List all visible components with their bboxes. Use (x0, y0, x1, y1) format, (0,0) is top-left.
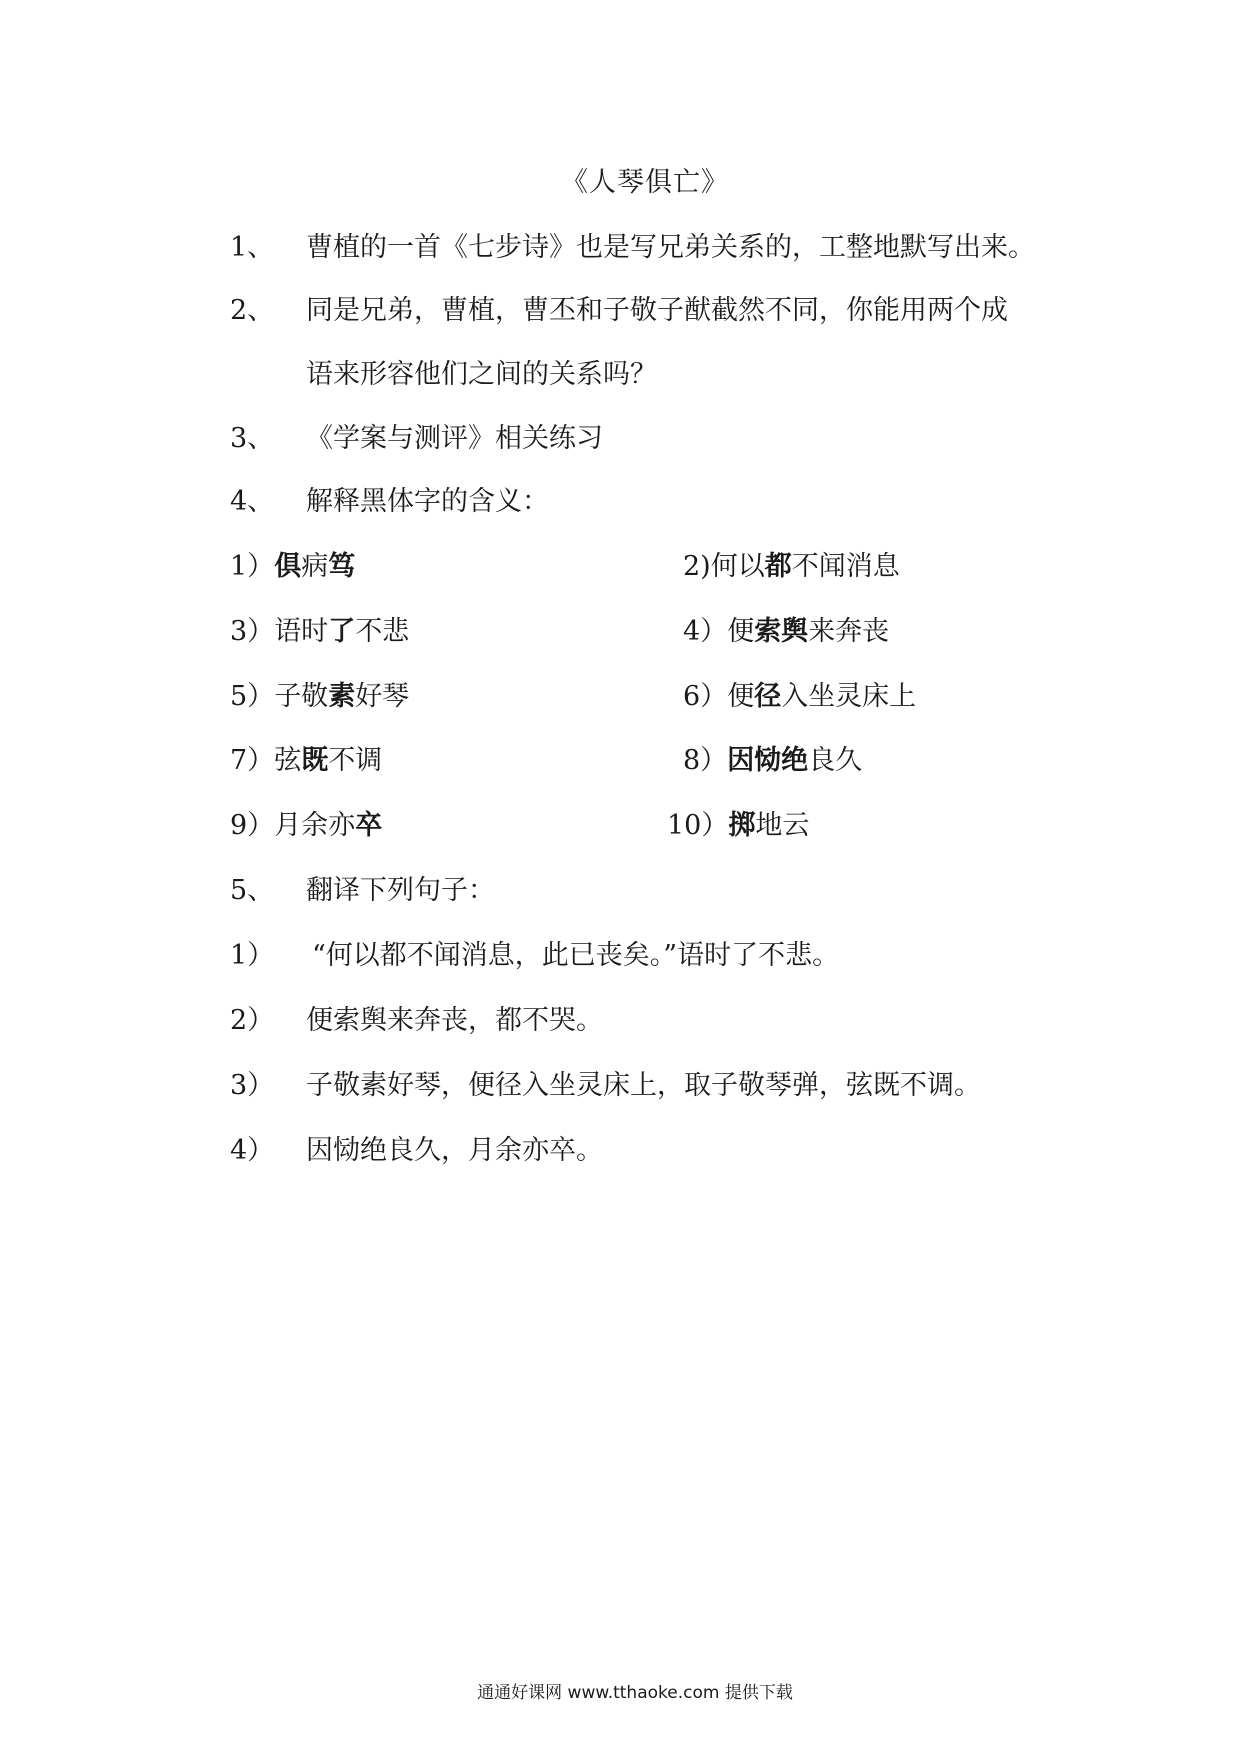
page-title: 《人琴俱亡》 (561, 167, 729, 198)
vocab-highlight: 既 (301, 745, 329, 776)
vocab-text: 好琴 (355, 681, 410, 712)
vocab-item-6 (683, 677, 916, 717)
vocab-highlight: 都 (764, 551, 792, 582)
question-text: 翻译下列句子： (306, 875, 495, 906)
question-text: 《学案与测评》相关练习 (306, 423, 603, 454)
question-number: 1、 (230, 232, 275, 263)
vocab-highlight: 俱 (274, 551, 302, 582)
translation-number: 2） (230, 1005, 275, 1036)
vocab-highlight: 因恸绝 (727, 745, 809, 776)
question-number: 4、 (230, 486, 275, 517)
vocab-text: 不闻消息 (791, 551, 900, 582)
vocab-text: 月余亦 (274, 810, 356, 841)
vocab-item-5 (230, 677, 409, 717)
vocab-item-10 (667, 806, 809, 846)
vocab-text: 便 (727, 681, 755, 712)
vocab-text: 子敬 (274, 681, 329, 712)
vocab-highlight: 素 (328, 681, 356, 712)
translation-number: 4） (230, 1135, 275, 1166)
vocab-item-7 (230, 741, 382, 781)
vocab-number: 3） (230, 616, 275, 647)
vocab-text: 弦 (274, 745, 302, 776)
translation-text: “何以都不闻消息，此已丧矣。”语时了不悲。 (312, 940, 840, 971)
vocab-text: 良久 (808, 745, 863, 776)
vocab-highlight: 索舆 (754, 616, 809, 647)
vocab-number: 4） (683, 616, 728, 647)
translation-text: 因恸绝良久，月余亦卒。 (306, 1135, 603, 1166)
vocab-text: 便 (727, 616, 755, 647)
vocab-number: 9） (230, 810, 275, 841)
vocab-item-2 (683, 547, 900, 587)
question-text: 解释黑体字的含义： (306, 486, 549, 517)
vocab-item-8 (683, 741, 862, 781)
question-text: 曹植的一首《七步诗》也是写兄弟关系的，工整地默写出来。 (306, 232, 1035, 263)
vocab-number: 7） (230, 745, 275, 776)
vocab-text: 来奔丧 (808, 616, 890, 647)
vocab-item-1 (230, 547, 355, 587)
vocab-item-3 (230, 612, 409, 652)
vocab-text: 何以 (710, 551, 765, 582)
translation-number: 1） (230, 940, 275, 971)
vocab-highlight: 了 (328, 616, 356, 647)
vocab-highlight: 掷 (728, 810, 756, 841)
page-footer: 通通好课网 www.tthaoke.com 提供下载 (477, 1683, 793, 1703)
vocab-number: 1） (230, 551, 275, 582)
vocab-text: 入坐灵床上 (781, 681, 917, 712)
question-text: 同是兄弟，曹植，曹丕和子敬子猷截然不同，你能用两个成 (306, 295, 1008, 326)
vocab-number: 8） (683, 745, 728, 776)
vocab-item-9 (230, 806, 382, 846)
vocab-text: 语时 (274, 616, 329, 647)
vocab-highlight: 卒 (355, 810, 383, 841)
vocab-number: 2) (683, 551, 711, 582)
translation-text: 子敬素好琴，便径入坐灵床上，取子敬琴弹，弦既不调。 (306, 1070, 981, 1101)
vocab-highlight: 径 (754, 681, 782, 712)
vocab-highlight-2: 笃 (328, 551, 356, 582)
question-number: 2、 (230, 295, 275, 326)
translation-number: 3） (230, 1070, 275, 1101)
vocab-number: 6） (683, 681, 728, 712)
vocab-text: 不悲 (355, 616, 410, 647)
vocab-item-4 (683, 612, 889, 652)
question-number: 3、 (230, 423, 275, 454)
vocab-number: 5） (230, 681, 275, 712)
vocab-text: 地云 (755, 810, 810, 841)
vocab-text: 不调 (328, 745, 383, 776)
question-number: 5、 (230, 875, 275, 906)
vocab-number: 10） (667, 810, 729, 841)
question-text: 语来形容他们之间的关系吗？ (306, 359, 657, 390)
vocab-text: 病 (301, 551, 329, 582)
translation-text: 便索舆来奔丧，都不哭。 (306, 1005, 603, 1036)
